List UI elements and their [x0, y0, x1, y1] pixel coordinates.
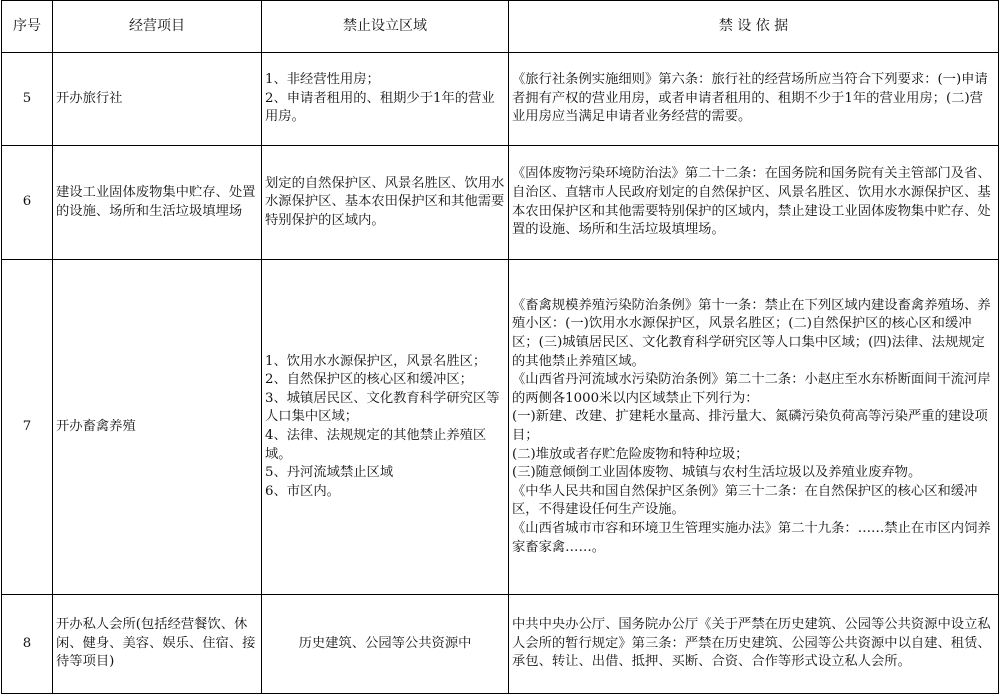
zone-line: 历史建筑、公园等公共资源中 [298, 635, 472, 651]
basis-paragraph: 《中华人民共和国自然保护区条例》第三十二条：在自然保护区的核心区和缓冲区，不得建设任何生产设施。 [512, 483, 978, 518]
table-row [2, 53, 999, 146]
basis-paragraph: 《山西省城市市容和环境卫生管理实施办法》第二十九条：……禁止在市区内饲养家畜家禽……。 [512, 520, 991, 555]
basis-paragraph: 《畜禽规模养殖污染防治条例》第十一条：禁止在下列区域内建设畜禽养殖场、养殖小区：(一)饮用水水源保护区，风景名胜区；(二)自然保护区的核心区和缓冲区；(三)城镇居民区、文化教育科学研究区等人口集中区域；(四)法律、法规规定的其他禁止养殖区域。 [512, 297, 991, 369]
header-row [2, 1, 999, 53]
table-row [2, 595, 999, 694]
zone-line: 6、市区内。 [265, 483, 340, 499]
basis-paragraph: 《旅行社条例实施细则》第六条：旅行社的经营场所应当符合下列要求：(一)申请者拥有产权的营业用房，或者申请者租用的、租期不少于1年的营业用房；(二)营业用房应当满足申请者业务经营的需要。 [512, 72, 988, 125]
row-basis [509, 53, 999, 146]
zone-line: 4、法律、法规规定的其他禁止养殖区域。 [265, 428, 487, 462]
row-number: 5 [2, 53, 53, 146]
basis-paragraph: 《山西省丹河流域水污染防治条例》第二十二条：小赵庄至水东桥断面间干流河岸的两侧各1000米以内区域禁止下列行为： [512, 372, 991, 406]
zone-line: 1、饮用水水源保护区，风景名胜区； [265, 353, 487, 369]
row-item: 建设工业固体废物集中贮存、处置的设施、场所和生活垃圾填埋场 [53, 146, 262, 260]
zone-line: 2、申请者租用的、租期少于1年的营业用房。 [265, 90, 495, 125]
row-number: 7 [2, 260, 53, 595]
row-number: 8 [2, 595, 53, 694]
row-basis [509, 595, 999, 694]
row-item: 开办私人会所(包括经营餐饮、休闲、健身、美容、娱乐、住宿、接待等项目) [53, 595, 262, 694]
header-item: 经营项目 [53, 1, 262, 53]
basis-paragraph: 《固体废物污染环境防治法》第二十二条：在国务院和国务院有关主管部门及省、自治区、直辖市人民政府划定的自然保护区、风景名胜区、饮用水水源保护区、基本农田保护区和其他需要特别保护的区域内，禁止建设工业固体废物集中贮存、处置的设施、场所和生活垃圾填埋场。 [512, 166, 991, 238]
row-zone [262, 595, 509, 694]
row-basis [509, 260, 999, 595]
header-no: 序号 [2, 1, 53, 53]
basis-paragraph: 中共中央办公厅、国务院办公厅《关于严禁在历史建筑、公园等公共资源中设立私人会所的暂行规定》第三条：严禁在历史建筑、公园等公共资源中以自建、租赁、承包、转让、出借、抵押、买断、合资、合作等形式设立私人会所。 [512, 617, 991, 670]
regulation-table [1, 0, 999, 694]
zone-line: 2、自然保护区的核心区和缓冲区； [265, 372, 473, 388]
basis-paragraph: (一)新建、改建、扩建耗水量高、排污量大、氮磷污染负荷高等污染严重的建设项目； [512, 409, 988, 443]
table-row [2, 146, 999, 260]
header-basis: 禁 设 依 据 [509, 1, 999, 53]
basis-paragraph: (三)随意倾倒工业固体废物、城镇与农村生活垃圾以及养殖业废弃物。 [512, 465, 922, 481]
zone-line: 划定的自然保护区、风景名胜区、饮用水水源保护区、基本农田保护区和其他需要特别保护的区域内。 [265, 175, 505, 228]
row-number: 6 [2, 146, 53, 260]
row-zone [262, 53, 509, 146]
row-zone [262, 146, 509, 260]
row-item: 开办旅行社 [53, 53, 262, 146]
zone-line: 1、非经营性用房； [265, 72, 380, 88]
table-row [2, 260, 999, 595]
basis-paragraph: (二)堆放或者存贮危险废物和特种垃圾； [512, 446, 749, 462]
row-basis [509, 146, 999, 260]
row-zone [262, 260, 509, 595]
zone-line: 5、丹河流域禁止区域 [265, 465, 394, 481]
row-item: 开办畜禽养殖 [53, 260, 262, 595]
header-zone: 禁止设立区域 [262, 1, 509, 53]
zone-line: 3、城镇居民区、文化教育科学研究区等人口集中区域； [265, 390, 500, 425]
